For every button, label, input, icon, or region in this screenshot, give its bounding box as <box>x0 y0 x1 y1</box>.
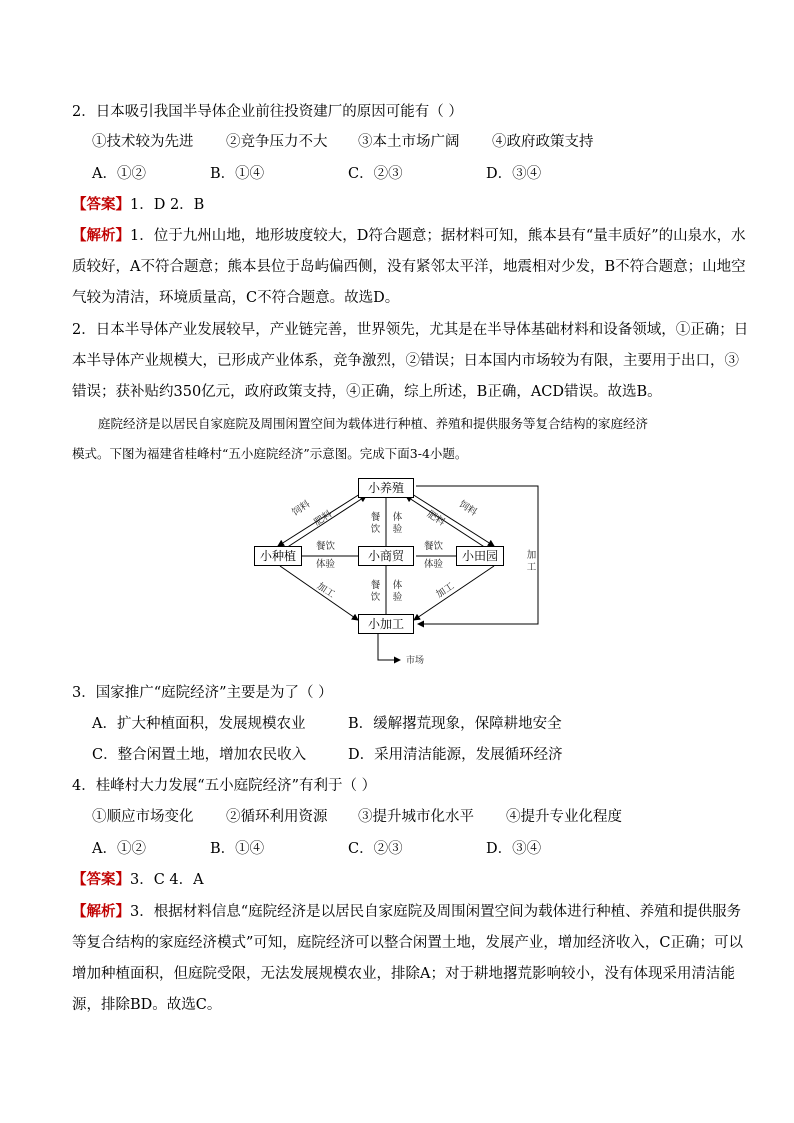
label-experience-bottom: 体验 <box>392 580 403 603</box>
material-line-1: 庭院经济是以居民自家庭院及周围闲置空间为载体进行种植、养殖和提供服务等复合结构的家庭经济 <box>98 416 649 431</box>
q3-stem: 3．国家推广“庭院经济”主要是为了（ ） <box>72 685 333 701</box>
analysis-1-line-2: 质较好，A不符合题意；熊本县位于岛屿偏西侧，没有紧邻太平洋，地震相对少发，B不符合题意；山地空 <box>72 259 746 275</box>
analysis-text: 3．根据材料信息“庭院经济是以居民自家庭院及周围闲置空间为载体进行种植、养殖和提供服务 <box>130 904 742 920</box>
answer-tag: 【答案】 <box>72 871 130 888</box>
answer-block-1 <box>72 195 204 215</box>
label-processing-right: 加工 <box>434 580 457 601</box>
q3-choice-c: C．整合闲置土地，增加农民收入 <box>92 747 307 763</box>
courtyard-economy-diagram <box>240 474 560 674</box>
q2-stem: 2．日本吸引我国半导体企业前往投资建厂的原因可能有（ ） <box>72 104 463 120</box>
analysis-block-2-line-1 <box>72 902 741 922</box>
label-experience-left: 体验 <box>316 559 336 570</box>
q4-item-4: ④提升专业化程度 <box>506 809 622 825</box>
label-fertilizer-left: 肥料 <box>312 508 335 529</box>
analysis-2-line-2: 等复合结构的家庭经济模式”可知，庭院经济可以整合闲置土地，发展产业，增加经济收入，C正确；可以 <box>72 935 744 951</box>
q4-item-2: ②循环利用资源 <box>226 809 328 825</box>
analysis-1-line-3: 气较为清洁，环境质量高，C不符合题意。故选D。 <box>72 290 400 306</box>
q4-choice-d: D．③④ <box>486 841 542 857</box>
q4-choice-c: C．②③ <box>348 841 403 857</box>
node-small-planting: 小种植 <box>254 546 302 566</box>
label-experience-right: 体验 <box>424 559 444 570</box>
label-feed-left: 饲料 <box>290 498 313 519</box>
answer-text: 3．C 4．A <box>130 872 204 888</box>
analysis-tag: 【解析】 <box>72 903 130 920</box>
q2-item-1: ①技术较为先进 <box>92 134 194 150</box>
node-small-processing: 小加工 <box>358 614 414 634</box>
q2-choice-d: D．③④ <box>486 166 542 182</box>
analysis-1-line-5: 本半导体产业规模大，已形成产业体系，竞争激烈，②错误；日本国内市场较为有限，主要用于出口，③ <box>72 353 739 369</box>
label-market: 市场 <box>406 656 425 666</box>
analysis-text: 1．位于九州山地，地形坡度较大，D符合题意；据材料可知，熊本县有“量丰质好”的山泉水，水 <box>130 228 746 244</box>
analysis-tag: 【解析】 <box>72 227 130 244</box>
q2-item-3: ③本土市场广阔 <box>358 134 460 150</box>
q2-choice-a: A．①② <box>92 166 146 182</box>
label-dining-bottom: 餐饮 <box>370 580 381 603</box>
q2-item-4: ④政府政策支持 <box>492 134 594 150</box>
q4-stem: 4．桂峰村大力发展“五小庭院经济”有利于（ ） <box>72 778 377 794</box>
material-line-2: 模式。下图为福建省桂峰村“五小庭院经济”示意图。完成下面3-4小题。 <box>72 446 468 461</box>
q4-item-3: ③提升城市化水平 <box>358 809 474 825</box>
answer-block-2 <box>72 870 204 890</box>
label-experience-top: 体验 <box>392 512 403 535</box>
q3-choice-b: B．缓解撂荒现象，保障耕地安全 <box>348 716 562 732</box>
q3-choice-a: A．扩大种植面积，发展规模农业 <box>92 716 306 732</box>
label-processing-left: 加工 <box>314 580 337 601</box>
q2-choice-b: B．①④ <box>210 166 265 182</box>
node-small-commerce: 小商贸 <box>358 546 414 566</box>
q4-item-1: ①顺应市场变化 <box>92 809 194 825</box>
node-small-garden: 小田园 <box>456 546 504 566</box>
q2-item-2: ②竞争压力不大 <box>226 134 328 150</box>
q4-choice-b: B．①④ <box>210 841 265 857</box>
label-fertilizer-right: 肥料 <box>424 508 447 529</box>
answer-tag: 【答案】 <box>72 196 130 213</box>
label-feed-right: 饲料 <box>456 498 479 519</box>
analysis-2-line-3: 增加种植面积，但庭院受限，无法发展规模农业，排除A；对于耕地撂荒影响较小，没有体现采用清洁能 <box>72 966 735 982</box>
diagram-arrows <box>240 474 560 674</box>
label-processing-outer: 加工 <box>526 550 537 573</box>
q3-choice-d: D．采用清洁能源，发展循环经济 <box>348 747 563 763</box>
label-dining-left: 餐饮 <box>316 541 336 552</box>
answer-text: 1．D 2．B <box>130 197 205 213</box>
analysis-1-line-4: 2．日本半导体产业发展较早，产业链完善，世界领先，尤其是在半导体基础材料和设备领域，①正确；日 <box>72 322 749 338</box>
node-small-breeding: 小养殖 <box>358 478 414 498</box>
q2-choice-c: C．②③ <box>348 166 403 182</box>
analysis-1-line-6: 错误；获补贴约350亿元，政府政策支持，④正确，综上所述，B正确，ACD错误。故选B。 <box>72 384 662 400</box>
analysis-2-line-4: 源，排除BD。故选C。 <box>72 997 222 1013</box>
q4-choice-a: A．①② <box>92 841 146 857</box>
label-dining-right: 餐饮 <box>424 541 444 552</box>
label-dining-top: 餐饮 <box>370 512 381 535</box>
analysis-block-1-line-1 <box>72 226 746 246</box>
